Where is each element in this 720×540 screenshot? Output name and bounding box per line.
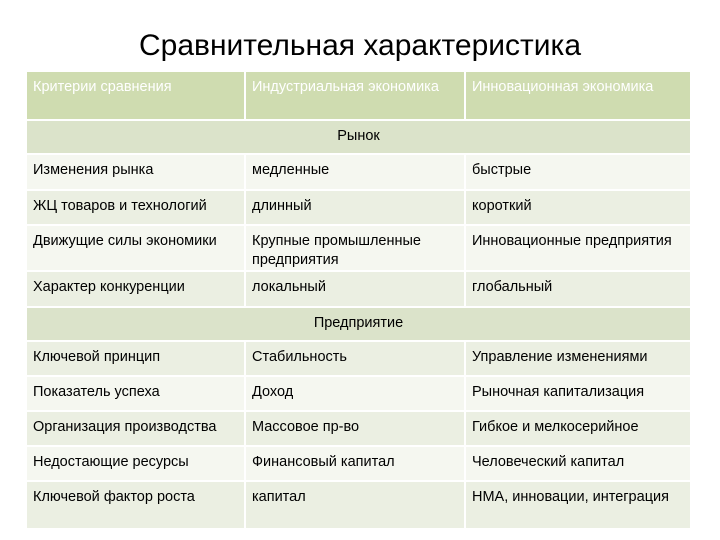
table-cell: Недостающие ресурсы <box>27 446 245 481</box>
table-cell: Организация производства <box>27 411 245 446</box>
table-cell: медленные <box>245 154 465 190</box>
table-cell: Человеческий капитал <box>465 446 691 481</box>
table-row <box>27 481 691 529</box>
table-row <box>27 411 691 446</box>
table-cell: ЖЦ товаров и технологий <box>27 190 245 225</box>
header-industrial: Индустриальная экономика <box>245 72 465 120</box>
comparison-table-container <box>27 72 691 530</box>
table-cell: Массовое пр-во <box>245 411 465 446</box>
table-row <box>27 271 691 307</box>
table-row <box>27 225 691 271</box>
table-cell: глобальный <box>465 271 691 307</box>
table-row <box>27 190 691 225</box>
table-row <box>27 341 691 376</box>
table-cell: Рыночная капитализация <box>465 376 691 411</box>
table-cell: Инновационные предприятия <box>465 225 691 271</box>
table-row <box>27 154 691 190</box>
table-row <box>27 376 691 411</box>
table-cell: локальный <box>245 271 465 307</box>
section-row-market <box>27 120 691 154</box>
section-title: Рынок <box>27 120 691 154</box>
table-cell: Ключевой принцип <box>27 341 245 376</box>
table-cell: Ключевой фактор роста <box>27 481 245 529</box>
table-cell: Изменения рынка <box>27 154 245 190</box>
section-row-enterprise <box>27 307 691 341</box>
table-cell: короткий <box>465 190 691 225</box>
table-cell: Характер конкуренции <box>27 271 245 307</box>
table-cell: НМА, инновации, интеграция <box>465 481 691 529</box>
table-cell: Финансовый капитал <box>245 446 465 481</box>
table-cell: Доход <box>245 376 465 411</box>
table-cell: Крупные промышленные предприятия <box>245 225 465 271</box>
table-cell: капитал <box>245 481 465 529</box>
header-innovative: Инновационная экономика <box>465 72 691 120</box>
page-title: Сравнительная характеристика <box>138 29 582 62</box>
header-criteria: Критерии сравнения <box>27 72 245 120</box>
table-cell: Управление изменениями <box>465 341 691 376</box>
comparison-table <box>27 72 692 530</box>
table-header-row <box>27 72 691 120</box>
table-cell: Гибкое и мелкосерийное <box>465 411 691 446</box>
table-cell: Стабильность <box>245 341 465 376</box>
table-cell: Показатель успеха <box>27 376 245 411</box>
table-cell: длинный <box>245 190 465 225</box>
section-title: Предприятие <box>27 307 691 341</box>
table-row <box>27 446 691 481</box>
table-cell: быстрые <box>465 154 691 190</box>
table-cell: Движущие силы экономики <box>27 225 245 271</box>
